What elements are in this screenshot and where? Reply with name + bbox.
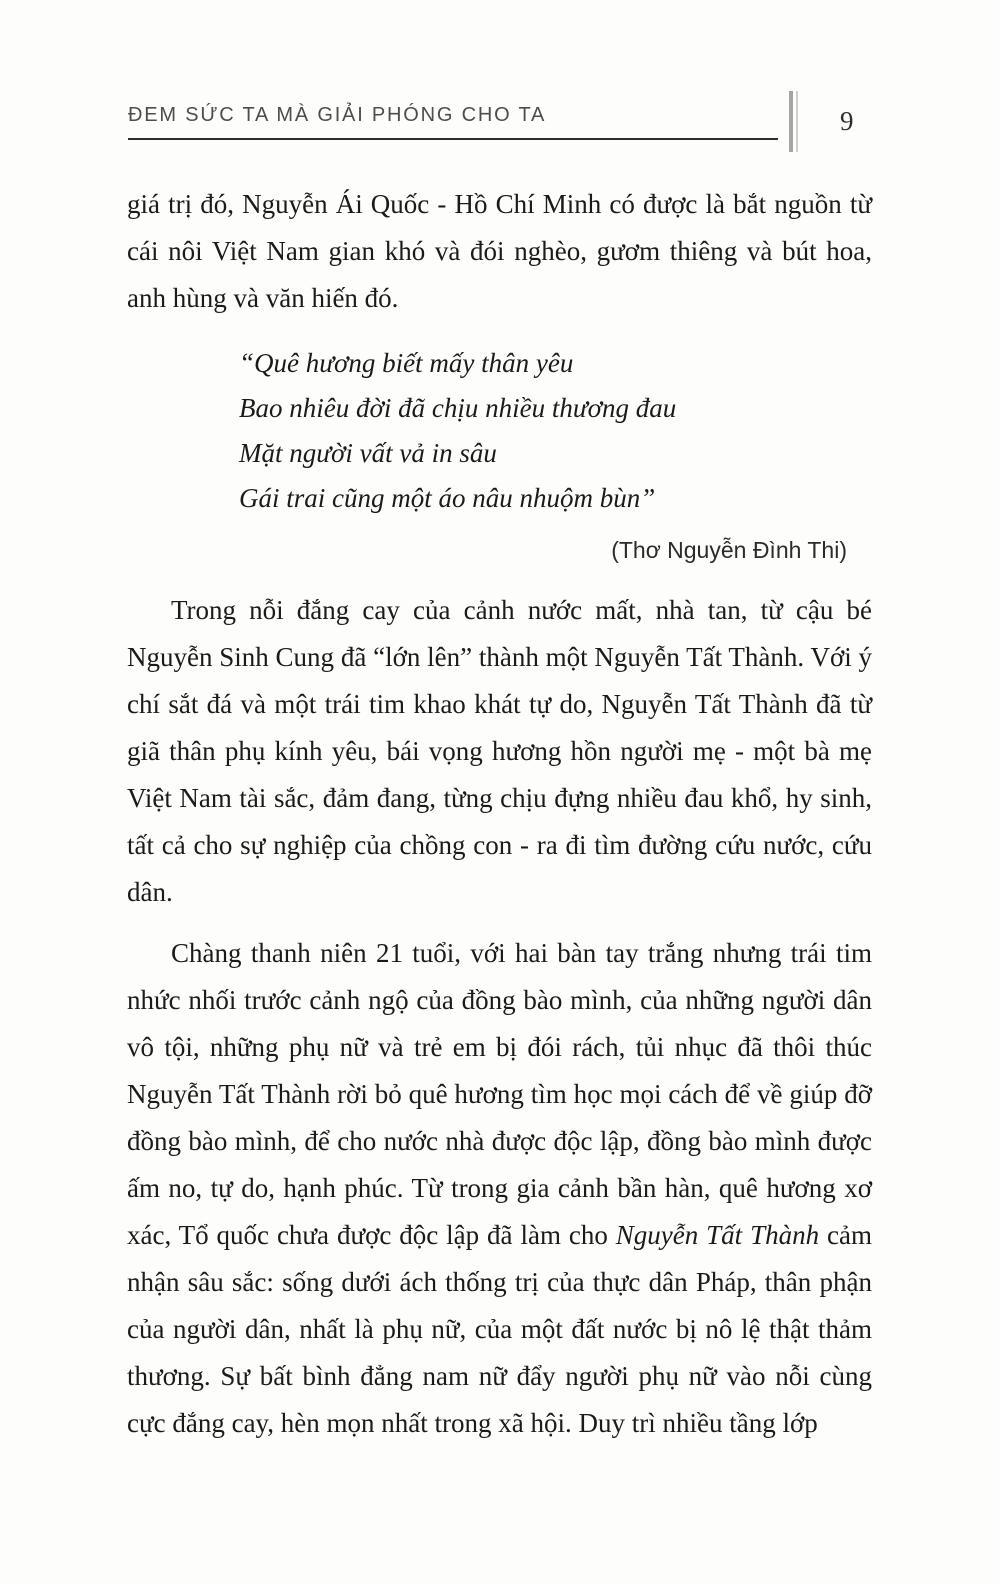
opening-paragraph: giá trị đó, Nguyễn Ái Quốc - Hồ Chí Minh có được là bắt nguồn từ cái nôi Việt Nam gian khó và đói nghèo, gươm thiêng và bút hoa, anh hùng và văn hiến đó. (127, 189, 872, 313)
paragraph-two: Trong nỗi đắng cay của cảnh nước mất, nhà tan, từ cậu bé Nguyễn Sinh Cung đã “lớn lên” thành một Nguyễn Tất Thành. Với ý chí sắt đá và một trái tim khao khát tự do, Nguyễn Tất Thành đã từ giã thân phụ kính yêu, bái vọng hương hồn người mẹ - một bà mẹ Việt Nam tài sắc, đảm đang, từng chịu đựng nhiều đau khổ, hy sinh, tất cả cho sự nghiệp của chồng con - ra đi tìm đường cứu nước, cứu dân. (127, 595, 872, 907)
poem-line: “Quê hương biết mấy thân yêu (239, 348, 574, 378)
poem-line: Mặt người vất vả in sâu (239, 438, 497, 468)
page-body (127, 181, 872, 1447)
paragraph-segment-italic: Nguyễn Tất Thành (615, 1220, 820, 1250)
paragraph-segment: Chàng thanh niên 21 tuổi, với hai bàn tay trắng nhưng trái tim nhức nhối trước cảnh ngộ của đồng bào mình, của những người dân vô tội, những phụ nữ và trẻ em bị đói rách, tủi nhục đã thôi thúc Nguyễn Tất Thành rời bỏ quê hương tìm học mọi cách để về giúp đỡ đồng bào mình, để cho nước nhà được độc lập, đồng bào mình được ấm no, tự do, hạnh phúc. Từ trong gia cảnh bần hàn, quê hương xơ xác, Tổ quốc chưa được độc lập đã làm cho (127, 938, 872, 1250)
poem-line: Bao nhiêu đời đã chịu nhiều thương đau (239, 393, 677, 423)
paragraph-segment: cảm nhận sâu sắc: sống dưới ách thống trị của thực dân Pháp, thân phận của người dân, nhất là phụ nữ, của một đất nước bị nô lệ thật thảm thương. Sự bất bình đẳng nam nữ đẩy người phụ nữ vào nỗi cùng cực đắng cay, hèn mọn nhất trong xã hội. Duy trì nhiều tầng lớp (127, 1220, 872, 1438)
header-rule (128, 138, 778, 140)
poem-line: Gái trai cũng một áo nâu nhuộm bùn” (239, 483, 656, 513)
poem-block (239, 341, 872, 521)
poem-attribution: (Thơ Nguyễn Đình Thi) (611, 537, 847, 563)
running-title: ĐEM SỨC TA MÀ GIẢI PHÓNG CHO TA (128, 104, 547, 126)
page-number: 9 (840, 106, 854, 136)
paragraph-three (127, 930, 872, 1447)
page-number-divider (789, 91, 798, 152)
